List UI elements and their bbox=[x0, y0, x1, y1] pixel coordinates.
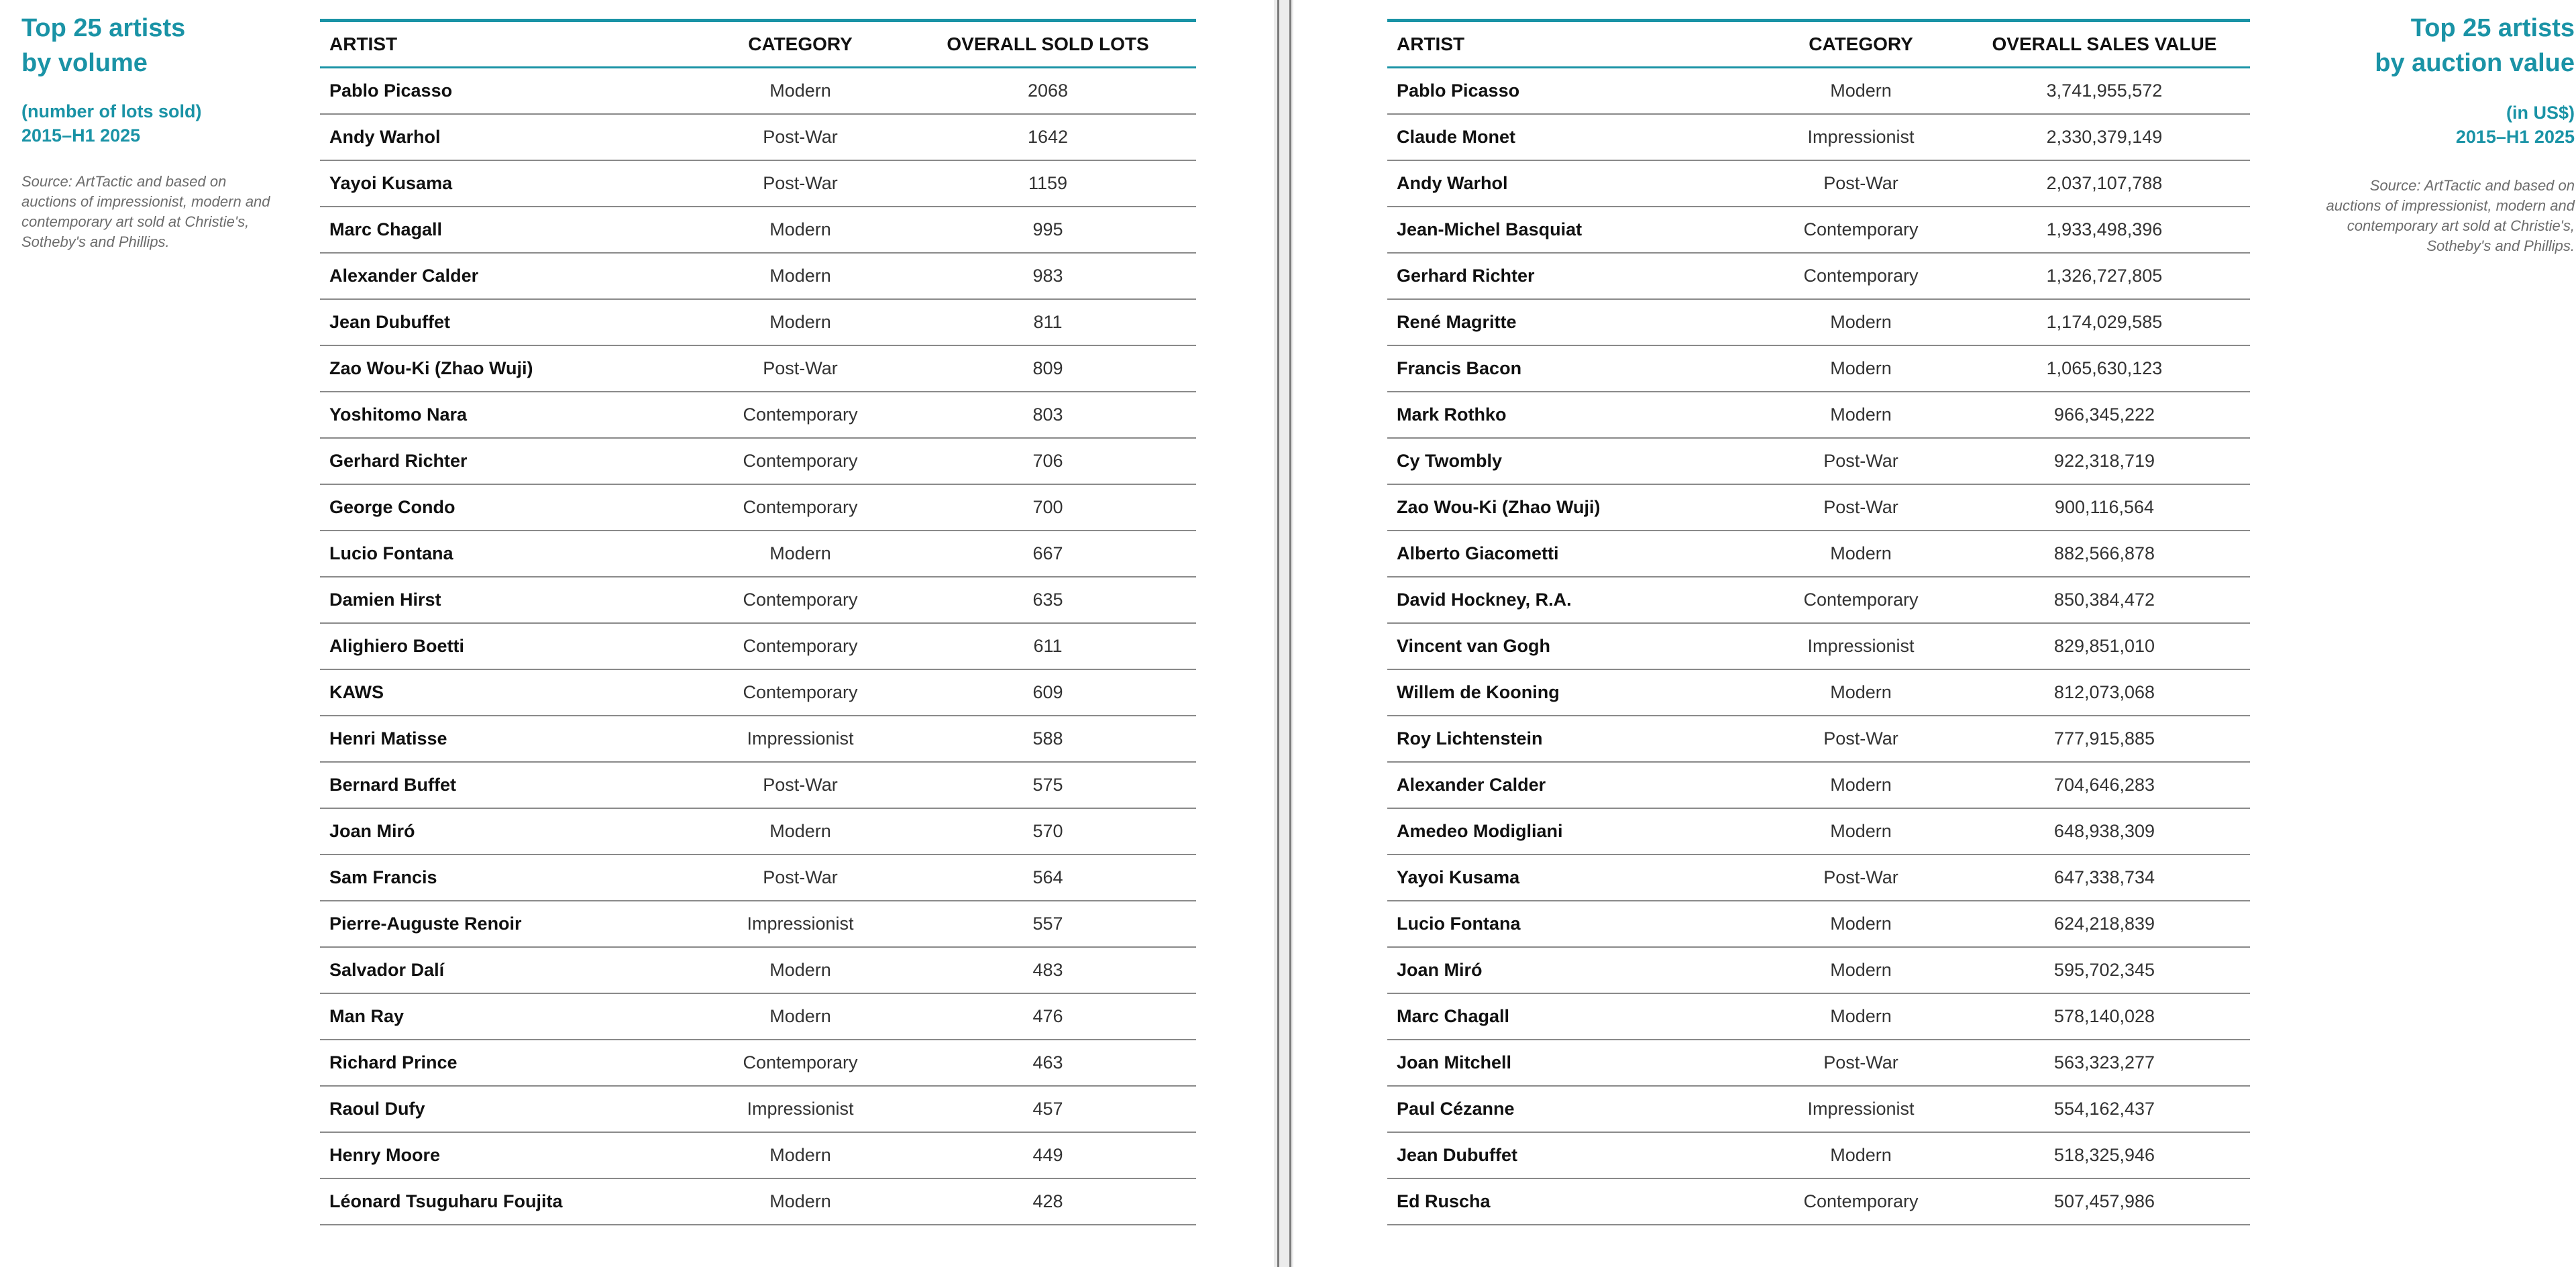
artist-cell: Vincent van Gogh bbox=[1387, 623, 1763, 669]
value-cell: 809 bbox=[900, 345, 1196, 392]
volume-table-row bbox=[320, 299, 1196, 345]
category-cell: Modern bbox=[1763, 808, 1959, 855]
value-cell: 624,218,839 bbox=[1959, 901, 2250, 947]
volume-source-line: contemporary art sold at Christie's, bbox=[21, 213, 250, 230]
value-table-row bbox=[1387, 160, 2250, 207]
artist-cell: Zao Wou-Ki (Zhao Wuji) bbox=[320, 345, 701, 392]
value-cell: 463 bbox=[900, 1040, 1196, 1086]
category-cell: Modern bbox=[701, 299, 900, 345]
artist-cell: David Hockney, R.A. bbox=[1387, 577, 1763, 623]
artist-cell: Joan Mitchell bbox=[1387, 1040, 1763, 1086]
value-cell: 647,338,734 bbox=[1959, 855, 2250, 901]
value-cell: 777,915,885 bbox=[1959, 716, 2250, 762]
artist-cell: Jean-Michel Basquiat bbox=[1387, 207, 1763, 253]
category-cell: Contemporary bbox=[701, 392, 900, 438]
right-page bbox=[1293, 0, 2576, 1267]
value-cell: 829,851,010 bbox=[1959, 623, 2250, 669]
volume-table-row bbox=[320, 762, 1196, 808]
value-title-line: Top 25 artists bbox=[2410, 14, 2575, 42]
value-table-row bbox=[1387, 808, 2250, 855]
category-cell: Contemporary bbox=[1763, 207, 1959, 253]
category-cell: Modern bbox=[1763, 392, 1959, 438]
value-source-note bbox=[2259, 176, 2575, 256]
artist-cell: Bernard Buffet bbox=[320, 762, 701, 808]
value-cell: 704,646,283 bbox=[1959, 762, 2250, 808]
category-cell: Post-War bbox=[701, 855, 900, 901]
value-subtitle bbox=[2259, 101, 2575, 149]
volume-table-row bbox=[320, 531, 1196, 577]
volume-title-line: by volume bbox=[21, 49, 148, 77]
artist-cell: Andy Warhol bbox=[1387, 160, 1763, 207]
volume-table-row bbox=[320, 68, 1196, 115]
value-table-row bbox=[1387, 392, 2250, 438]
artist-cell: Gerhard Richter bbox=[320, 438, 701, 484]
value-cell: 588 bbox=[900, 716, 1196, 762]
volume-table-row bbox=[320, 345, 1196, 392]
category-cell: Contemporary bbox=[1763, 253, 1959, 299]
value-cell: 554,162,437 bbox=[1959, 1086, 2250, 1132]
value-table-row bbox=[1387, 623, 2250, 669]
category-cell: Post-War bbox=[1763, 484, 1959, 531]
volume-table-row bbox=[320, 114, 1196, 160]
value-cell: 564 bbox=[900, 855, 1196, 901]
category-cell: Post-War bbox=[1763, 1040, 1959, 1086]
category-cell: Modern bbox=[1763, 1132, 1959, 1178]
category-cell: Modern bbox=[701, 1178, 900, 1225]
artist-cell: Ed Ruscha bbox=[1387, 1178, 1763, 1225]
value-table-row bbox=[1387, 855, 2250, 901]
value-cell: 609 bbox=[900, 669, 1196, 716]
value-table-row bbox=[1387, 993, 2250, 1040]
volume-table-row bbox=[320, 623, 1196, 669]
value-table-body bbox=[1387, 68, 2250, 1225]
artist-cell: Pablo Picasso bbox=[1387, 68, 1763, 115]
value-table-row bbox=[1387, 577, 2250, 623]
artist-cell: Lucio Fontana bbox=[1387, 901, 1763, 947]
volume-table-row bbox=[320, 1040, 1196, 1086]
volume-table-row bbox=[320, 577, 1196, 623]
category-cell: Contemporary bbox=[701, 577, 900, 623]
value-cell: 578,140,028 bbox=[1959, 993, 2250, 1040]
category-cell: Modern bbox=[1763, 669, 1959, 716]
category-cell: Contemporary bbox=[1763, 577, 1959, 623]
artist-cell: Claude Monet bbox=[1387, 114, 1763, 160]
category-cell: Post-War bbox=[701, 345, 900, 392]
value-cell: 2,037,107,788 bbox=[1959, 160, 2250, 207]
value-cell: 2,330,379,149 bbox=[1959, 114, 2250, 160]
column-header-artist: ARTIST bbox=[1387, 21, 1763, 68]
volume-table-row bbox=[320, 253, 1196, 299]
value-cell: 1642 bbox=[900, 114, 1196, 160]
value-cell: 900,116,564 bbox=[1959, 484, 2250, 531]
value-cell: 983 bbox=[900, 253, 1196, 299]
value-table-row bbox=[1387, 1040, 2250, 1086]
category-cell: Modern bbox=[701, 207, 900, 253]
category-cell: Impressionist bbox=[701, 901, 900, 947]
artist-cell: Gerhard Richter bbox=[1387, 253, 1763, 299]
value-sidebar bbox=[2259, 11, 2575, 256]
value-cell: 811 bbox=[900, 299, 1196, 345]
artist-cell: Lucio Fontana bbox=[320, 531, 701, 577]
value-table-row bbox=[1387, 1178, 2250, 1225]
column-header-category: CATEGORY bbox=[1763, 21, 1959, 68]
artist-cell: Alighiero Boetti bbox=[320, 623, 701, 669]
volume-title bbox=[21, 11, 303, 80]
volume-table-row bbox=[320, 1132, 1196, 1178]
category-cell: Contemporary bbox=[1763, 1178, 1959, 1225]
artist-cell: Sam Francis bbox=[320, 855, 701, 901]
volume-table-row bbox=[320, 901, 1196, 947]
volume-table-row bbox=[320, 484, 1196, 531]
value-subtitle-line: (in US$) bbox=[2506, 103, 2575, 123]
category-cell: Post-War bbox=[1763, 160, 1959, 207]
category-cell: Post-War bbox=[701, 762, 900, 808]
value-cell: 476 bbox=[900, 993, 1196, 1040]
value-table bbox=[1387, 19, 2250, 1225]
value-source-line: Sotheby's and Phillips. bbox=[2426, 237, 2575, 254]
artist-cell: Jean Dubuffet bbox=[320, 299, 701, 345]
value-table-header-row bbox=[1387, 21, 2250, 68]
value-cell: 850,384,472 bbox=[1959, 577, 2250, 623]
value-cell: 803 bbox=[900, 392, 1196, 438]
artist-cell: Francis Bacon bbox=[1387, 345, 1763, 392]
value-table-row bbox=[1387, 438, 2250, 484]
artist-cell: Yayoi Kusama bbox=[320, 160, 701, 207]
volume-table-row bbox=[320, 993, 1196, 1040]
category-cell: Impressionist bbox=[701, 716, 900, 762]
artist-cell: Marc Chagall bbox=[1387, 993, 1763, 1040]
artist-cell: Salvador Dalí bbox=[320, 947, 701, 993]
value-table-row bbox=[1387, 484, 2250, 531]
volume-sidebar bbox=[21, 11, 303, 252]
volume-table-body bbox=[320, 68, 1196, 1225]
value-cell: 922,318,719 bbox=[1959, 438, 2250, 484]
value-table-row bbox=[1387, 114, 2250, 160]
artist-cell: Alexander Calder bbox=[1387, 762, 1763, 808]
category-cell: Modern bbox=[701, 1132, 900, 1178]
category-cell: Post-War bbox=[701, 160, 900, 207]
category-cell: Modern bbox=[1763, 531, 1959, 577]
category-cell: Modern bbox=[701, 68, 900, 115]
value-cell: 518,325,946 bbox=[1959, 1132, 2250, 1178]
left-page bbox=[0, 0, 1274, 1267]
volume-source-line: Sotheby's and Phillips. bbox=[21, 233, 170, 250]
artist-cell: Raoul Dufy bbox=[320, 1086, 701, 1132]
value-cell: 1,174,029,585 bbox=[1959, 299, 2250, 345]
value-cell: 563,323,277 bbox=[1959, 1040, 2250, 1086]
value-cell: 1,326,727,805 bbox=[1959, 253, 2250, 299]
column-header-category: CATEGORY bbox=[701, 21, 900, 68]
value-cell: 648,938,309 bbox=[1959, 808, 2250, 855]
volume-source-note bbox=[21, 172, 303, 252]
artist-cell: Léonard Tsuguharu Foujita bbox=[320, 1178, 701, 1225]
value-cell: 812,073,068 bbox=[1959, 669, 2250, 716]
artist-cell: Henri Matisse bbox=[320, 716, 701, 762]
artist-cell: George Condo bbox=[320, 484, 701, 531]
volume-title-line: Top 25 artists bbox=[21, 14, 186, 42]
value-cell: 635 bbox=[900, 577, 1196, 623]
page-divider bbox=[1289, 0, 1291, 1267]
category-cell: Modern bbox=[701, 808, 900, 855]
volume-table-row bbox=[320, 392, 1196, 438]
value-source-line: auctions of impressionist, modern and bbox=[2326, 197, 2575, 214]
volume-table-row bbox=[320, 1086, 1196, 1132]
volume-table-row bbox=[320, 160, 1196, 207]
category-cell: Impressionist bbox=[701, 1086, 900, 1132]
artist-cell: Pablo Picasso bbox=[320, 68, 701, 115]
value-cell: 570 bbox=[900, 808, 1196, 855]
volume-table-row bbox=[320, 716, 1196, 762]
category-cell: Modern bbox=[701, 947, 900, 993]
category-cell: Post-War bbox=[1763, 438, 1959, 484]
category-cell: Modern bbox=[701, 531, 900, 577]
value-cell: 1,065,630,123 bbox=[1959, 345, 2250, 392]
artist-cell: Amedeo Modigliani bbox=[1387, 808, 1763, 855]
value-subtitle-line: 2015–H1 2025 bbox=[2455, 127, 2575, 147]
value-table-row bbox=[1387, 947, 2250, 993]
artist-cell: Yoshitomo Nara bbox=[320, 392, 701, 438]
column-header-artist: ARTIST bbox=[320, 21, 701, 68]
value-title-line: by auction value bbox=[2375, 49, 2575, 77]
value-cell: 700 bbox=[900, 484, 1196, 531]
category-cell: Contemporary bbox=[701, 623, 900, 669]
artist-cell: Andy Warhol bbox=[320, 114, 701, 160]
artist-cell: Joan Miró bbox=[320, 808, 701, 855]
artist-cell: Marc Chagall bbox=[320, 207, 701, 253]
category-cell: Impressionist bbox=[1763, 1086, 1959, 1132]
volume-table-row bbox=[320, 438, 1196, 484]
artist-cell: Damien Hirst bbox=[320, 577, 701, 623]
value-cell: 457 bbox=[900, 1086, 1196, 1132]
volume-source-line: Source: ArtTactic and based on bbox=[21, 173, 227, 190]
artist-cell: Joan Miró bbox=[1387, 947, 1763, 993]
value-table-row bbox=[1387, 762, 2250, 808]
volume-source-line: auctions of impressionist, modern and bbox=[21, 193, 270, 210]
category-cell: Modern bbox=[1763, 299, 1959, 345]
artist-cell: René Magritte bbox=[1387, 299, 1763, 345]
volume-table-row bbox=[320, 855, 1196, 901]
value-table-row bbox=[1387, 253, 2250, 299]
category-cell: Modern bbox=[701, 253, 900, 299]
volume-subtitle-line: (number of lots sold) bbox=[21, 101, 202, 121]
volume-table-row bbox=[320, 669, 1196, 716]
volume-subtitle bbox=[21, 99, 303, 148]
value-cell: 3,741,955,572 bbox=[1959, 68, 2250, 115]
value-cell: 557 bbox=[900, 901, 1196, 947]
value-cell: 882,566,878 bbox=[1959, 531, 2250, 577]
volume-table bbox=[320, 19, 1196, 1225]
category-cell: Modern bbox=[1763, 762, 1959, 808]
volume-subtitle-line: 2015–H1 2025 bbox=[21, 125, 141, 146]
value-cell: 575 bbox=[900, 762, 1196, 808]
value-cell: 595,702,345 bbox=[1959, 947, 2250, 993]
value-source-line: Source: ArtTactic and based on bbox=[2369, 177, 2575, 194]
category-cell: Post-War bbox=[1763, 855, 1959, 901]
volume-table-header-row bbox=[320, 21, 1196, 68]
value-source-line: contemporary art sold at Christie's, bbox=[2347, 217, 2575, 234]
artist-cell: Cy Twombly bbox=[1387, 438, 1763, 484]
value-table-row bbox=[1387, 68, 2250, 115]
column-header-sales-value: OVERALL SALES VALUE bbox=[1959, 21, 2250, 68]
artist-cell: Jean Dubuffet bbox=[1387, 1132, 1763, 1178]
value-table-row bbox=[1387, 299, 2250, 345]
value-cell: 706 bbox=[900, 438, 1196, 484]
value-cell: 667 bbox=[900, 531, 1196, 577]
category-cell: Modern bbox=[1763, 345, 1959, 392]
category-cell: Contemporary bbox=[701, 484, 900, 531]
artist-cell: Man Ray bbox=[320, 993, 701, 1040]
artist-cell: KAWS bbox=[320, 669, 701, 716]
value-cell: 449 bbox=[900, 1132, 1196, 1178]
volume-table-row bbox=[320, 947, 1196, 993]
category-cell: Post-War bbox=[1763, 716, 1959, 762]
value-table-row bbox=[1387, 669, 2250, 716]
value-cell: 995 bbox=[900, 207, 1196, 253]
artist-cell: Yayoi Kusama bbox=[1387, 855, 1763, 901]
category-cell: Contemporary bbox=[701, 1040, 900, 1086]
value-cell: 2068 bbox=[900, 68, 1196, 115]
value-cell: 1159 bbox=[900, 160, 1196, 207]
artist-cell: Pierre-Auguste Renoir bbox=[320, 901, 701, 947]
value-cell: 428 bbox=[900, 1178, 1196, 1225]
category-cell: Post-War bbox=[701, 114, 900, 160]
category-cell: Modern bbox=[1763, 68, 1959, 115]
value-cell: 611 bbox=[900, 623, 1196, 669]
page-divider bbox=[1277, 0, 1279, 1267]
artist-cell: Roy Lichtenstein bbox=[1387, 716, 1763, 762]
value-title bbox=[2259, 11, 2575, 80]
category-cell: Modern bbox=[1763, 993, 1959, 1040]
value-cell: 1,933,498,396 bbox=[1959, 207, 2250, 253]
artist-cell: Paul Cézanne bbox=[1387, 1086, 1763, 1132]
value-cell: 966,345,222 bbox=[1959, 392, 2250, 438]
category-cell: Modern bbox=[701, 993, 900, 1040]
artist-cell: Henry Moore bbox=[320, 1132, 701, 1178]
value-table-row bbox=[1387, 531, 2250, 577]
value-cell: 507,457,986 bbox=[1959, 1178, 2250, 1225]
volume-table-row bbox=[320, 207, 1196, 253]
value-cell: 483 bbox=[900, 947, 1196, 993]
artist-cell: Alberto Giacometti bbox=[1387, 531, 1763, 577]
artist-cell: Mark Rothko bbox=[1387, 392, 1763, 438]
value-table-row bbox=[1387, 207, 2250, 253]
category-cell: Contemporary bbox=[701, 438, 900, 484]
artist-cell: Willem de Kooning bbox=[1387, 669, 1763, 716]
category-cell: Impressionist bbox=[1763, 623, 1959, 669]
value-table-row bbox=[1387, 1132, 2250, 1178]
category-cell: Modern bbox=[1763, 947, 1959, 993]
category-cell: Contemporary bbox=[701, 669, 900, 716]
value-table-row bbox=[1387, 1086, 2250, 1132]
value-table-row bbox=[1387, 901, 2250, 947]
column-header-sold-lots: OVERALL SOLD LOTS bbox=[900, 21, 1196, 68]
artist-cell: Zao Wou-Ki (Zhao Wuji) bbox=[1387, 484, 1763, 531]
artist-cell: Alexander Calder bbox=[320, 253, 701, 299]
volume-table-row bbox=[320, 1178, 1196, 1225]
category-cell: Impressionist bbox=[1763, 114, 1959, 160]
value-table-row bbox=[1387, 345, 2250, 392]
value-table-row bbox=[1387, 716, 2250, 762]
volume-table-row bbox=[320, 808, 1196, 855]
category-cell: Modern bbox=[1763, 901, 1959, 947]
artist-cell: Richard Prince bbox=[320, 1040, 701, 1086]
